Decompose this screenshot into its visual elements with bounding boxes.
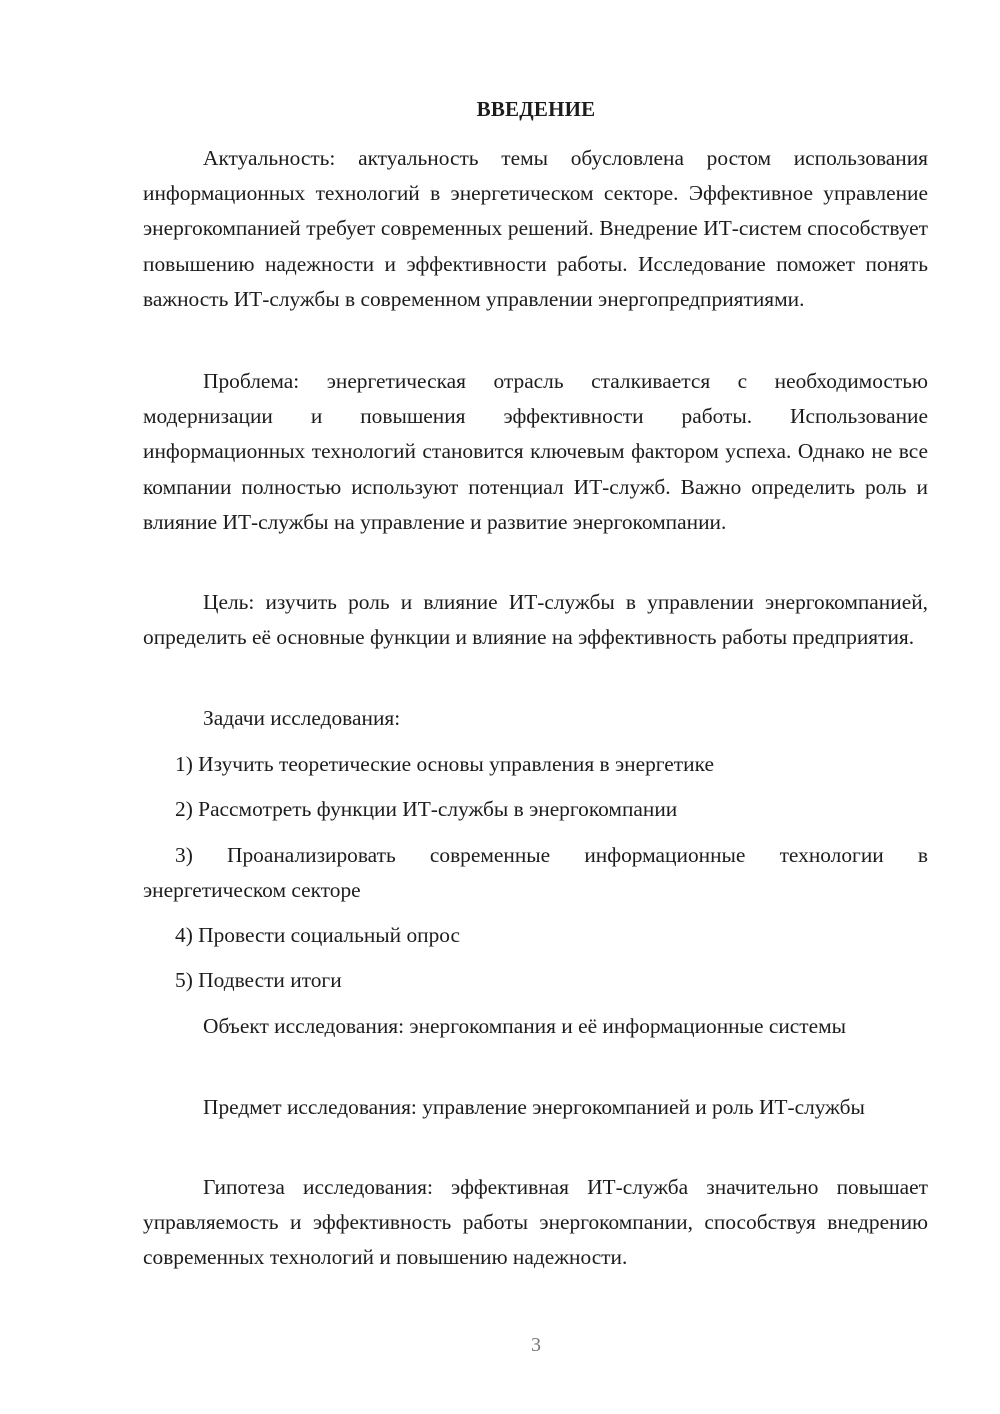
page-number: 3	[531, 1334, 541, 1356]
paragraph-problem: Проблема: энергетическая отрасль сталкивается с необходимостью модернизации и повышения эффективности работы. Использование информационных технологий становится ключевым фактором успеха. Однако не все компании полностью используют потенциал ИТ-служб. Важно определить роль и влияние ИТ-службы на управление и развитие энергокомпании.	[143, 369, 928, 534]
tasks-heading: Задачи исследования:	[203, 706, 401, 730]
task-item-2: 2) Рассмотреть функции ИТ-службы в энергокомпании	[175, 797, 678, 821]
task-item-5: 5) Подвести итоги	[175, 968, 342, 992]
paragraph-goal: Цель: изучить роль и влияние ИТ-службы в управлении энергокомпанией, определить её основные функции и влияние на эффективность работы предприятия.	[143, 590, 928, 650]
paragraph-subject: Предмет исследования: управление энергокомпанией и роль ИТ-службы	[203, 1095, 865, 1119]
paragraph-object: Объект исследования: энергокомпания и её информационные системы	[203, 1014, 847, 1038]
section-title: ВВЕДЕНИЕ	[476, 97, 596, 121]
paragraph-relevance: Актуальность: актуальность темы обусловлена ростом использования информационных технологий в энергетическом секторе. Эффективное управление энергокомпанией требует современных решений. Внедрение ИТ-систем способствует повышению надежности и эффективности работы. Исследование поможет понять важность ИТ-службы в современном управлении энергопредприятиями.	[143, 146, 928, 311]
task-item-1: 1) Изучить теоретические основы управления в энергетике	[175, 752, 714, 776]
task-item-3: 3) Проанализировать современные информационные технологии в энергетическом секторе	[143, 843, 928, 903]
paragraph-hypothesis: Гипотеза исследования: эффективная ИТ-служба значительно повышает управляемость и эффективность работы энергокомпании, способствуя внедрению современных технологий и повышению надежности.	[143, 1175, 928, 1270]
task-item-4: 4) Провести социальный опрос	[175, 923, 461, 947]
